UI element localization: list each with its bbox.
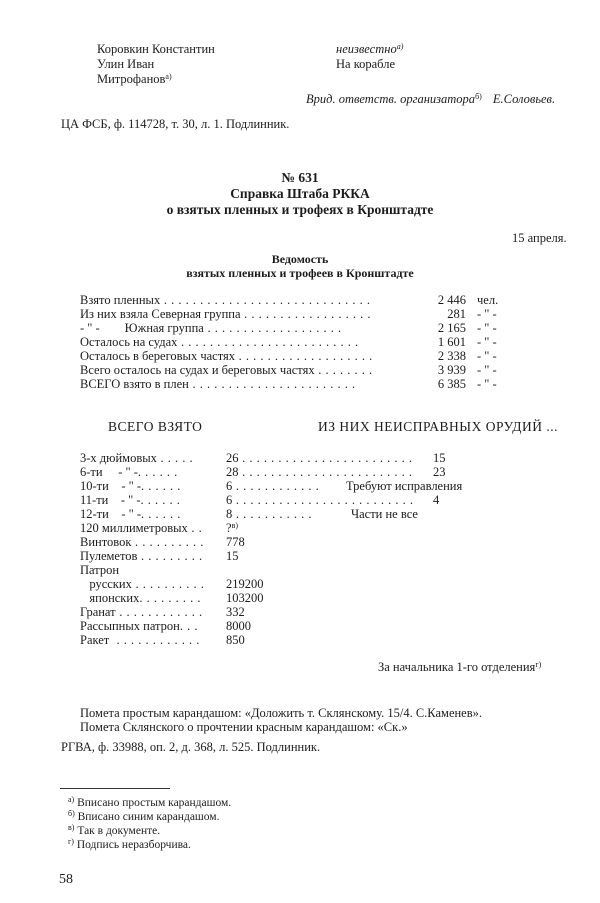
weapon-value: 219200 [226,577,264,591]
statement-row: Всего осталось на судах и береговых частях . . . . . . . . [80,363,373,377]
weapon-defective: 23 [433,465,446,479]
statement-value: 2 338 [437,349,466,363]
person-status: На корабле [336,57,396,71]
weapon-label: 12-ти - " -. . . . . . [80,507,181,521]
weapon-value: 28 . . . . . . . . . . . . . . . . . . . . . . . . [226,465,413,479]
statement-value: 281 [447,307,466,321]
document-date: 15 апреля. [512,231,567,245]
page-number: 58 [59,872,73,887]
statement-unit: - " - [477,363,497,377]
statement-unit: - " - [477,349,497,363]
weapon-value: 103200 [226,591,264,605]
weapon-label: Винтовок . . . . . . . . . . [80,535,204,549]
weapon-value: 8000 [226,619,251,633]
weapons-header-left: ВСЕГО ВЗЯТО [108,419,203,434]
person-name: Улин Иван [97,57,155,71]
weapon-label: Рассыпных патрон. . . [80,619,198,633]
statement-unit: - " - [477,307,497,321]
weapon-defective: 15 [433,451,446,465]
weapon-value: ?$^{в)}$ [226,521,239,535]
signoff: За начальника 1-го отделения$^{г)}$ [378,660,542,674]
weapon-value: 15 [226,549,239,563]
statement-row: Взято пленных . . . . . . . . . . . . . . . . . . . . . . . . . . . . . [80,293,371,307]
statement-unit: чел. [477,293,499,307]
statement-row: Осталось на судах . . . . . . . . . . . . . . . . . . . . . . . . . [80,335,359,349]
statement-row: Из них взяла Северная группа . . . . . . . . . . . . . . . . . . [80,307,372,321]
weapon-value: 6 . . . . . . . . . . . . . . . . . . . . . . . . . [226,493,414,507]
weapon-value: 778 [226,535,245,549]
weapon-label: 6-ти - " -. . . . . . [80,465,178,479]
statement-value: 6 385 [437,377,466,391]
signature-line: Врид. ответств. организатора$^{б)}$ Е.Соловьев. [306,92,556,106]
weapon-note: Части не все [351,507,418,521]
weapon-label: 3-х дюймовых . . . . . [80,451,194,465]
archive-source: РГВА, ф. 33988, оп. 2, д. 368, л. 525. Подлинник. [61,740,321,754]
statement-value: 3 939 [437,363,466,377]
statement-heading: Ведомость [271,252,329,266]
weapons-header-right: ИЗ НИХ НЕИСПРАВНЫХ ОРУДИЙ ... [318,419,559,434]
statement-row: - " - Южная группа . . . . . . . . . . . . . . . . . . . [80,321,342,335]
person-name: Коровкин Константин [97,42,215,56]
archive-source: ЦА ФСБ, ф. 114728, т. 30, л. 1. Подлинник. [61,117,290,131]
weapon-value: 8 . . . . . . . . . . . [226,507,312,521]
weapon-value: 850 [226,633,245,647]
weapon-value: 26 . . . . . . . . . . . . . . . . . . . . . . . . [226,451,413,465]
weapon-label: 120 миллиметровых . . [80,521,203,535]
document-title: Справка Штаба РККА [230,186,370,201]
statement-value: 2 165 [437,321,466,335]
weapon-note: Требуют исправления [346,479,463,493]
weapon-label: русских . . . . . . . . . . [80,577,205,591]
note-line: Помета Склянского о прочтении красным карандашом: «Ск.» [80,720,408,734]
weapon-label: японских. . . . . . . . . [80,591,201,605]
weapon-defective: 4 [433,493,440,507]
statement-row: ВСЕГО взято в плен . . . . . . . . . . . . . . . . . . . . . . . [80,377,356,391]
statement-unit: - " - [477,335,497,349]
weapon-label: Гранат . . . . . . . . . . . . [80,605,203,619]
weapon-label: Ракет . . . . . . . . . . . . [80,633,200,647]
statement-unit: - " - [477,321,497,335]
person-name: Митрофанов$^{а)}$ [97,72,172,86]
statement-subheading: взятых пленных и трофеев в Кронштадте [186,266,414,280]
note-line: Помета простым карандашом: «Доложить т. Склянскому. 15/4. С.Каменев». [80,706,483,720]
statement-unit: - " - [477,377,497,391]
footnote: $^{в)}$ Так в документе. [68,823,161,837]
footnote: $^{а)}$ Вписано простым карандашом. [68,795,232,809]
statement-value: 1 601 [437,335,466,349]
weapon-label: Пулеметов . . . . . . . . . [80,549,203,563]
document-subtitle: о взятых пленных и трофеях в Кронштадте [166,202,434,217]
document-number: № 631 [281,170,319,185]
weapon-label: 11-ти - " -. . . . . . [80,493,181,507]
footnote: $^{г)}$ Подпись неразборчива. [68,837,191,851]
statement-value: 2 446 [437,293,466,307]
person-status: неизвестно$^{а)}$ [336,42,404,56]
footnote-rule [60,788,170,789]
weapon-label: Патрон [80,563,120,577]
weapon-label: 10-ти - " -. . . . . . [80,479,181,493]
weapon-value: 332 [226,605,245,619]
statement-row: Осталось в береговых частях . . . . . . . . . . . . . . . . . . . [80,349,373,363]
footnote: $^{б)}$ Вписано синим карандашом. [68,809,220,823]
weapon-value: 6 . . . . . . . . . . . . [226,479,320,493]
